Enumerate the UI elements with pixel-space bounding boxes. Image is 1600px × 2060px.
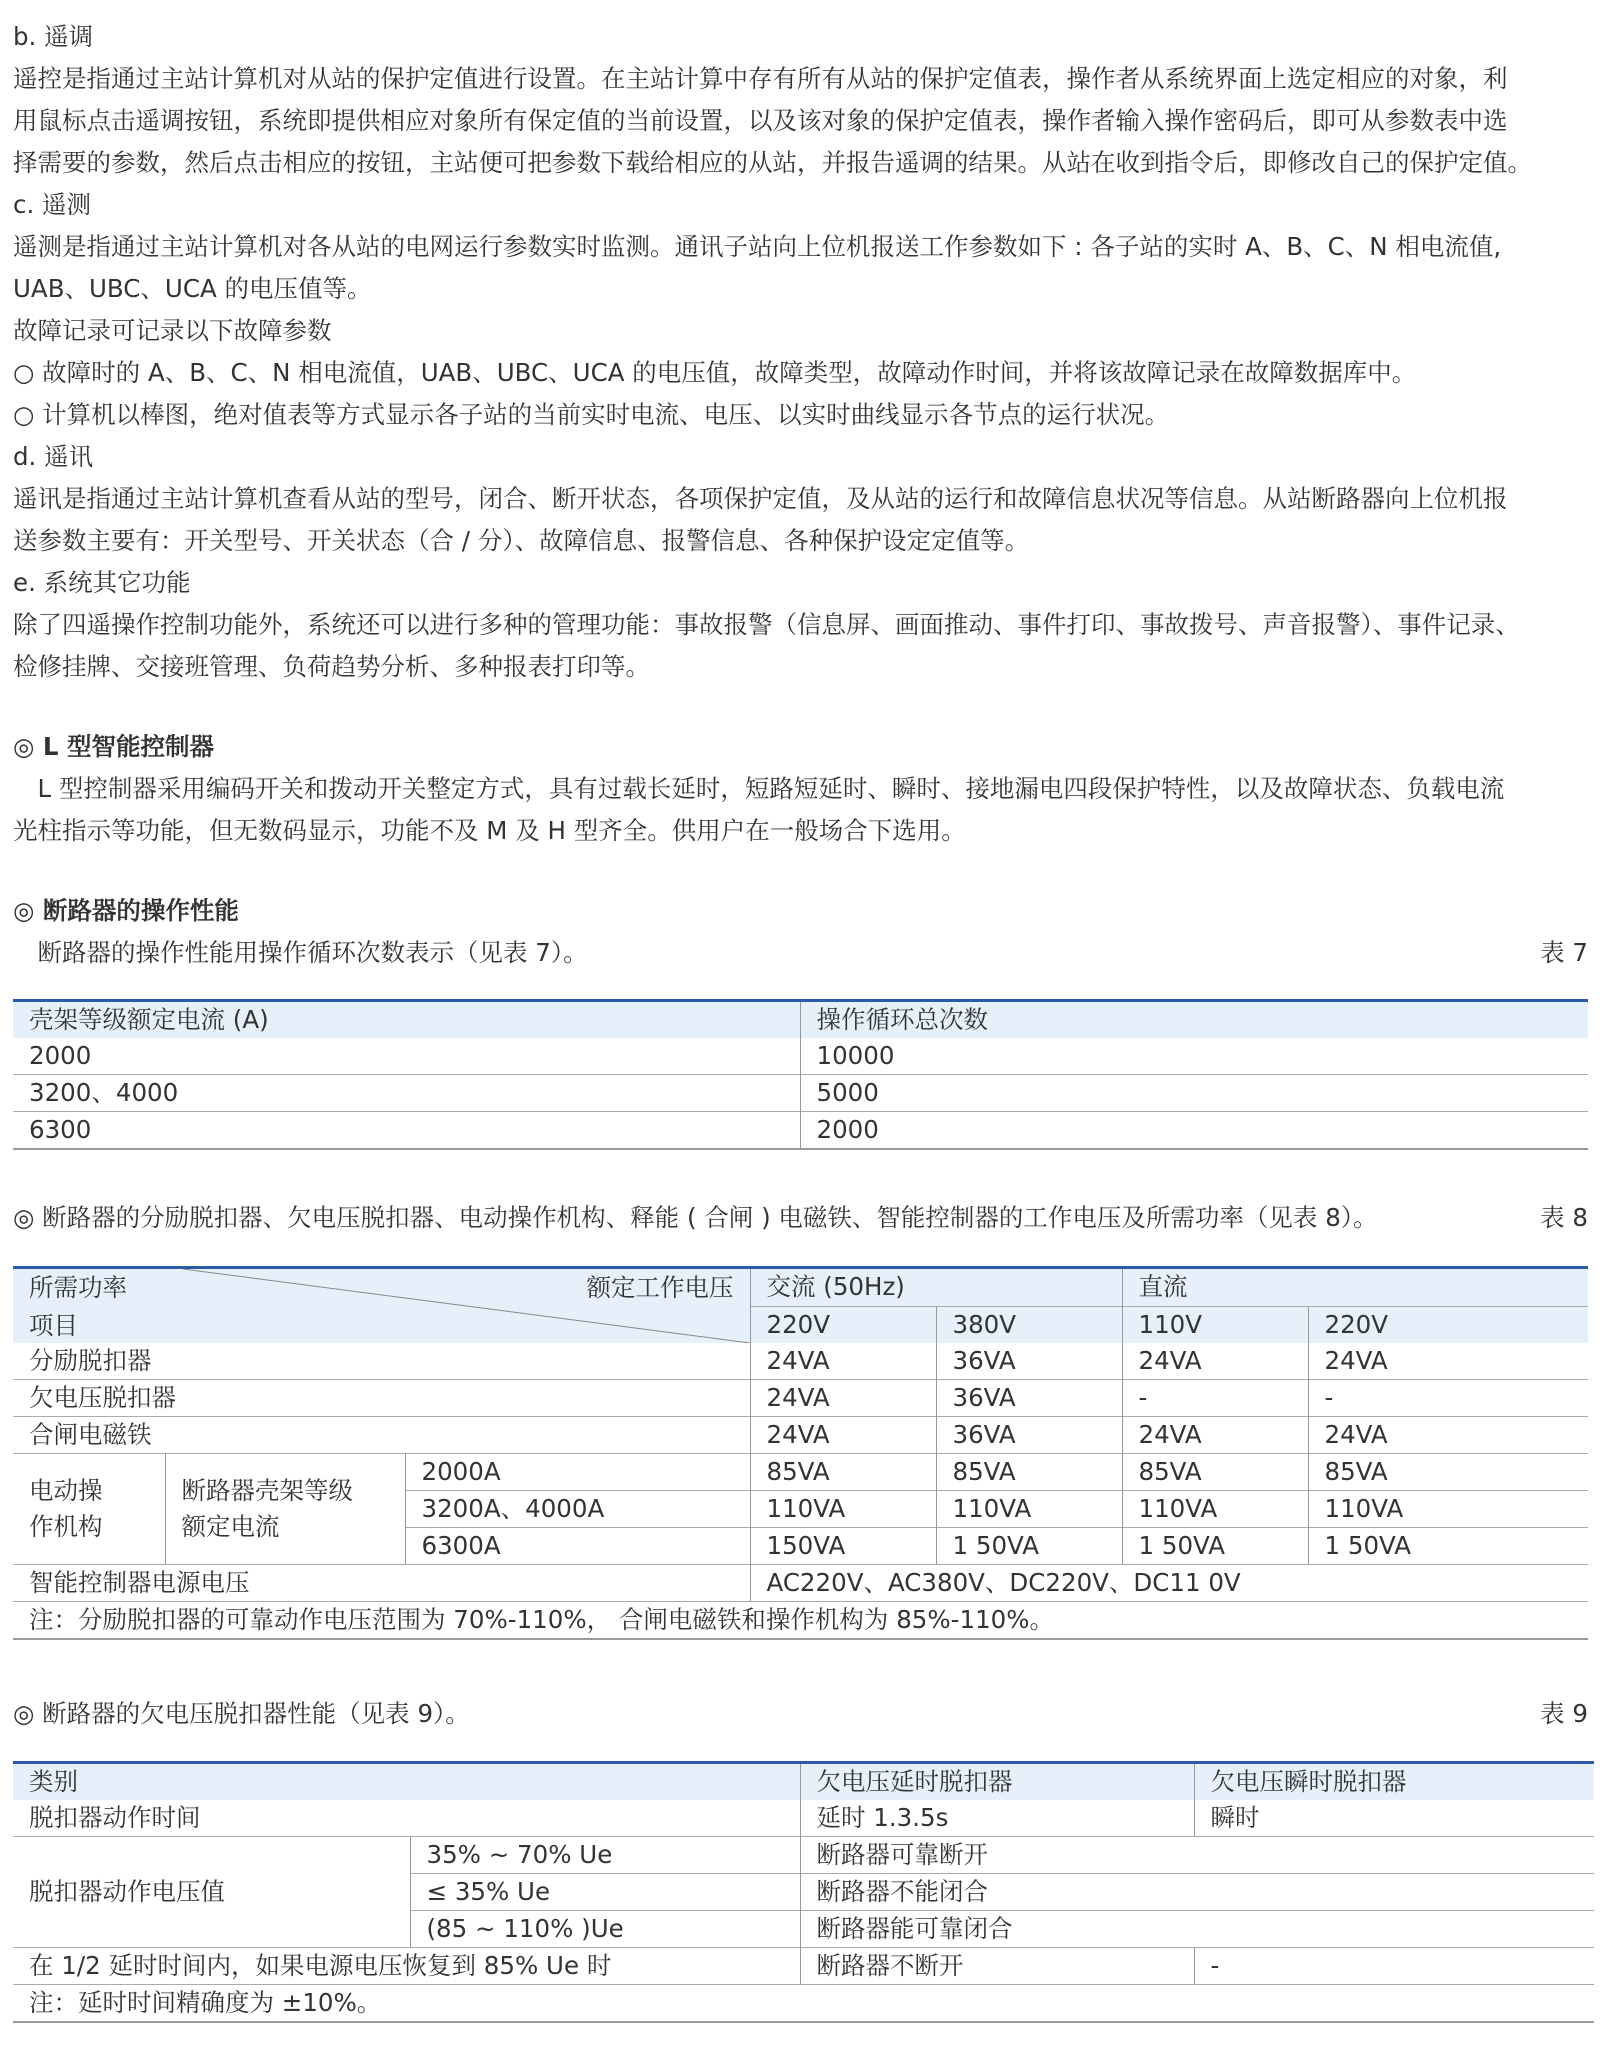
motor-mechanism-label [13,1454,165,1565]
table-cell: 85VA [1308,1454,1588,1491]
table-row [13,1602,1588,1640]
table-cell: 36VA [936,1380,1122,1417]
table-cell: 24VA [750,1343,936,1380]
section-b-title: b. 遥调 [13,22,94,51]
table8-caption: ◎ 断路器的分励脱扣器、欠电压脱扣器、电动操作机构、释能 ( 合闸 ) 电磁铁、智能控制器的工作电压及所需功率（见表 8）。 [13,1203,1378,1232]
table7-header-cell: 操作循环总次数 [800,1001,1588,1039]
section-c-line-4: ○ 故障时的 A、B、C、N 相电流值，UAB、UBC、UCA 的电压值，故障类型，故障动作时间，并将该故障记录在故障数据库中。 [13,358,1417,387]
section-c-line-2: UAB、UBC、UCA 的电压值等。 [13,274,372,303]
table-cell: 2000 [800,1112,1588,1150]
section-d-line-1: 遥讯是指通过主站计算机查看从站的型号，闭合、断开状态，各项保护定值，及从站的运行和故障信息状况等信息。从站断路器向上位机报 [13,484,1508,513]
table8-dc-header: 直流 [1122,1268,1588,1307]
table-cell: 断路器不断开 [800,1948,1194,1985]
table-cell: 断路器能可靠闭合 [800,1911,1594,1948]
section-c-line-1: 遥测是指通过主站计算机对各从站的电网运行参数实时监测。通讯子站向上位机报送工作参数如下 : 各子站的实时 A、B、C、N 相电流值, [13,232,1502,261]
table-row [13,1075,1588,1112]
table-cell: 150VA [750,1528,936,1565]
table-cell: (85 ~ 110% )Ue [410,1911,800,1948]
table-cell: 24VA [1308,1343,1588,1380]
table-cell: 85VA [936,1454,1122,1491]
section-d-line-2: 送参数主要有：开关型号、开关状态（合 / 分）、故障信息、报警信息、各种保护设定定值等。 [13,526,1030,555]
table-row [13,1112,1588,1150]
table-row [13,1038,1588,1075]
frame-label-line-1: 断路器壳架等级 [181,1476,353,1505]
table-cell: 110VA [750,1491,936,1528]
table8-corner-top-right: 额定工作电压 [586,1273,734,1302]
table-cell: 110VA [1122,1491,1308,1528]
table-cell: 36VA [936,1417,1122,1454]
table-cell: 110VA [936,1491,1122,1528]
table-cell: 3200、4000 [13,1075,800,1112]
table-row [13,1380,1588,1417]
table7-label: 表 7 [1540,938,1588,967]
table9-caption: ◎ 断路器的欠电压脱扣器性能（见表 9）。 [13,1699,470,1728]
table-row [13,1343,1588,1380]
table-cell: 85VA [1122,1454,1308,1491]
table-row [13,1800,1594,1837]
section-c-title: c. 遥测 [13,190,92,219]
section-b-line-3: 择需要的参数，然后点击相应的按钮，主站便可把参数下载给相应的从站，并报告遥调的结果。从站在收到指令后，即修改自己的保护定值。 [13,148,1532,177]
table-cell: - [1308,1380,1588,1417]
table8-corner-bottom: 项目 [29,1311,78,1340]
table-cell: 1 50VA [1308,1528,1588,1565]
table8-subheader: 220V [750,1306,936,1343]
section-e-line-2: 检修挂牌、交接班管理、负荷趋势分析、多种报表打印等。 [13,652,650,681]
table-cell: 110VA [1308,1491,1588,1528]
table8-subheader: 110V [1122,1306,1308,1343]
l-controller-line-1: L 型控制器采用编码开关和拨动开关整定方式，具有过载长延时，短路短延时、瞬时、接地漏电四段保护特性，以及故障状态、负载电流 [13,774,1505,803]
table-cell: 分励脱扣器 [29,1346,152,1375]
table-cell: 延时 1.3.5s [800,1800,1194,1837]
table8 [13,1266,1588,1640]
table-row [13,1417,1588,1454]
section-b-line-2: 用鼠标点击遥调按钮，系统即提供相应对象所有保定值的当前设置，以及该对象的保护定值表，操作者输入操作密码后，即可从参数表中选 [13,106,1508,135]
table-cell: 36VA [936,1343,1122,1380]
table-row [13,1948,1594,1985]
table-cell: 瞬时 [1194,1800,1594,1837]
motor-label-line-2: 作机构 [29,1512,103,1541]
table-cell: 脱扣器动作电压值 [13,1837,410,1948]
table9-header-cell: 欠电压瞬时脱扣器 [1194,1763,1594,1801]
table-cell: 1 50VA [936,1528,1122,1565]
operation-description: 断路器的操作性能用操作循环次数表示（见表 7）。 [13,938,588,967]
table9-header-cell: 类别 [29,1767,78,1796]
table-cell: 在 1/2 延时时间内，如果电源电压恢复到 85% Ue 时 [13,1948,800,1985]
table-cell: - [1122,1380,1308,1417]
table8-note: 注：分励脱扣器的可靠动作电压范围为 70%-110%， 合闸电磁铁和操作机构为 85%-110%。 [13,1602,1588,1640]
table-cell: 合闸电磁铁 [13,1417,750,1454]
table8-label: 表 8 [1540,1203,1588,1232]
table-cell: AC220V、AC380V、DC220V、DC11 0V [750,1565,1588,1602]
table-cell: 85VA [750,1454,936,1491]
table-cell: 35% ~ 70% Ue [410,1837,800,1874]
table-cell: 脱扣器动作时间 [29,1803,201,1832]
table8-caption-row [13,1197,1588,1239]
table-cell: 24VA [750,1417,936,1454]
frame-current-label [165,1454,405,1565]
table-cell: 断路器可靠断开 [800,1837,1594,1874]
table-cell: 智能控制器电源电压 [13,1565,750,1602]
table9-header-cell: 欠电压延时脱扣器 [800,1763,1194,1801]
table-cell: 断路器不能闭合 [800,1874,1594,1911]
motor-label-line-1: 电动操 [29,1476,103,1505]
section-e-line-1: 除了四遥操作控制功能外，系统还可以进行多种的管理功能：事故报警（信息屏、画面推动、事件打印、事故拨号、声音报警）、事件记录、 [13,610,1520,639]
section-e-title: e. 系统其它功能 [13,568,191,597]
table9-header-row [13,1763,1594,1801]
frame-label-line-2: 额定电流 [181,1512,280,1541]
table9-label: 表 9 [1540,1699,1588,1728]
table-cell: 6300A [405,1528,750,1565]
section-d-title: d. 遥讯 [13,442,94,471]
operation-heading: ◎ 断路器的操作性能 [13,896,239,925]
table-cell: - [1194,1948,1594,1985]
table8-subheader: 380V [936,1306,1122,1343]
section-c-line-5: ○ 计算机以棒图，绝对值表等方式显示各子站的当前实时电流、电压、以实时曲线显示各节点的运行状况。 [13,400,1170,429]
table7-header-row [13,1001,1588,1039]
table-cell: 1 50VA [1122,1528,1308,1565]
table9-caption-row [13,1693,1588,1735]
table-cell: 24VA [1122,1417,1308,1454]
section-c-line-3: 故障记录可记录以下故障参数 [13,316,332,345]
table-cell: 6300 [13,1112,800,1150]
table-cell: 欠电压脱扣器 [13,1380,750,1417]
l-controller-line-2: 光柱指示等功能，但无数码显示，功能不及 M 及 H 型齐全。供用户在一般场合下选用。 [13,816,966,845]
table9 [13,1761,1594,2023]
table8-ac-header: 交流 (50Hz) [750,1268,1122,1307]
table-cell: 10000 [800,1038,1588,1075]
table-row [13,1565,1588,1602]
table7 [13,999,1588,1150]
table-cell: 3200A、4000A [405,1491,750,1528]
table8-header-row [13,1268,1588,1307]
table-cell: 2000 [29,1041,92,1070]
table-cell: 24VA [1122,1343,1308,1380]
section-b-line-1: 遥控是指通过主站计算机对从站的保护定值进行设置。在主站计算中存有所有从站的保护定值表，操作者从系统界面上选定相应的对象，利 [13,64,1508,93]
table-row [13,1454,1588,1491]
table-cell: 5000 [800,1075,1588,1112]
table9-note: 注：延时时间精确度为 ±10%。 [13,1985,1594,2023]
table7-header-cell: 壳架等级额定电流 (A) [29,1005,269,1034]
table8-corner-cell [13,1268,750,1344]
table8-corner-top-left: 所需功率 [29,1273,127,1302]
table-row [13,1985,1594,2023]
table7-caption-row [13,932,1588,974]
table8-subheader: 220V [1308,1306,1588,1343]
table-cell: 2000A [405,1454,750,1491]
table-cell: 24VA [1308,1417,1588,1454]
l-controller-heading: ◎ L 型智能控制器 [13,732,215,761]
table-cell: ≤ 35% Ue [410,1874,800,1911]
table-cell: 24VA [750,1380,936,1417]
table-row [13,1837,1594,1874]
